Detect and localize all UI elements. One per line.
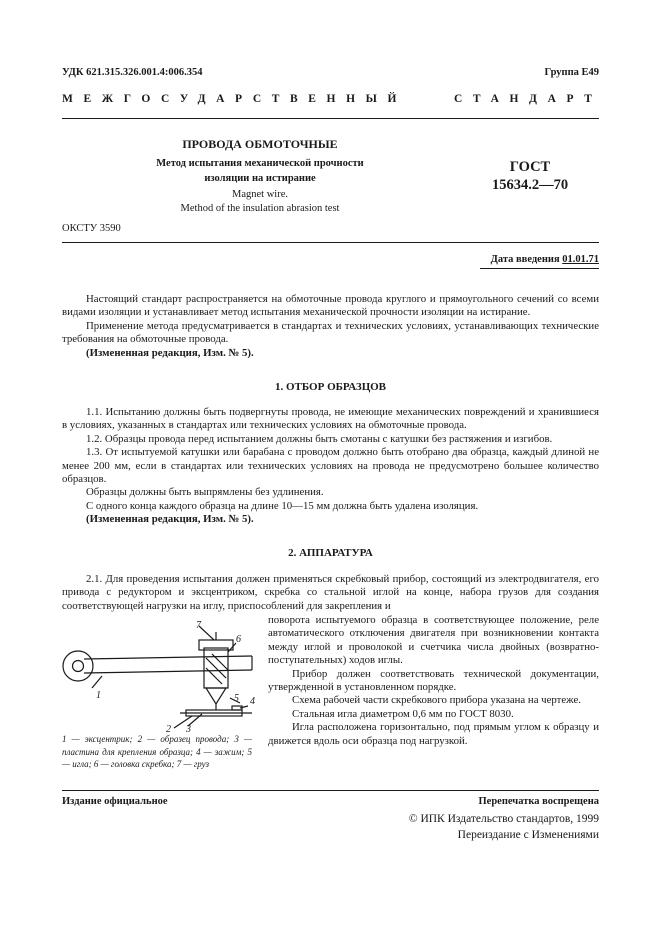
eccentric-outer [63, 651, 93, 681]
eccentric-inner [73, 661, 84, 672]
reprint-prohibited: Перепечатка воспрещена [478, 796, 599, 807]
banner-left: МЕЖГОСУДАРСТВЕННЫЙ [62, 93, 408, 105]
copyright: © ИПК Издательство стандартов, 1999 [408, 813, 599, 825]
figure-label-7: 7 [196, 620, 201, 631]
section2-paragraph-2: Прибор должен соответствовать технической документации, утвержденной в установленном порядке. [268, 667, 599, 694]
official-edition: Издание официальное [62, 796, 168, 807]
figure-caption: 1 — эксцентрик; 2 — образец провода; 3 — пластина для крепления образца; 4 — зажим; 5 — игла; 6 — головка скребка; 7 — груз [62, 734, 252, 769]
figure-label-1: 1 [96, 690, 101, 701]
english-title-line2: Method of the insulation abrasion test [180, 203, 340, 214]
english-title-line1: Magnet wire. [232, 189, 288, 200]
figure-label-4: 4 [250, 696, 255, 707]
subtitle-line2: изоляции на истирание [204, 173, 316, 184]
subtitle-line1: Метод испытания механической прочности [156, 158, 364, 169]
section2-paragraph-3: Схема рабочей части скребкового прибора указана на чертеже. [292, 694, 581, 707]
section2-paragraph-1-start: 2.1. Для проведения испытания должен применяться скребковый прибор, состоящий из электродвигателя, его привода с редуктором и эксцентриком, скребка со стальной иглой на конце, набора грузов для создания соответствующей нагрузки на иглу, приспособлений для закрепления и [62, 573, 599, 612]
section1-heading: 1. ОТБОР ОБРАЗЦОВ [274, 381, 387, 393]
intro-block [62, 293, 599, 360]
intro-paragraph-1: Настоящий стандарт распространяется на обмоточные провода круглого и прямоугольного сечений со всеми видами изоляции и устанавливает метод испытания механической прочности изоляции на истирание. [62, 293, 599, 319]
page-title: ПРОВОДА ОБМОТОЧНЫЕ [182, 137, 338, 151]
header-rule [62, 118, 599, 119]
banner-right: СТАНДАРТ [454, 93, 603, 105]
reissue-note: Переиздание с Изменениями [457, 829, 599, 841]
needle [206, 688, 226, 704]
intro-date [491, 254, 599, 265]
section2-right-column [268, 614, 599, 748]
footer-rule [62, 790, 599, 791]
gost-label: ГОСТ [509, 159, 551, 175]
section1-paragraph-1: 1.1. Испытанию должны быть подвергнуты провода, не имеющие механических повреждений и хранившиеся в условиях, указанных в стандартах или технических условиях на обмоточные провода. [62, 406, 599, 432]
okstu-code: ОКСТУ 3590 [62, 223, 121, 234]
scraper-diagram [62, 618, 257, 733]
arm-top-line [84, 656, 252, 659]
figure-label-3: 3 [186, 724, 191, 733]
section1-paragraph-5: С одного конца каждого образца на длине 10—15 мм должна быть удалена изоляция. [86, 499, 479, 512]
section2-paragraph-1 [62, 573, 599, 613]
title-rule [62, 242, 599, 243]
section2-heading: 2. АППАРАТУРА [288, 547, 373, 559]
section1-paragraph-3: 1.3. От испытуемой катушки или барабана с проводом должно быть отобрано два образца, каждый длиной не менее 200 мм, если в стандартах или технических условиях на провода не предусмотрено большее количество образцов. [62, 446, 599, 486]
figure-label-5: 5 [234, 693, 239, 704]
gost-number: 15634.2—70 [491, 177, 569, 193]
section1-amendment: (Измененная редакция, Изм. № 5). [86, 513, 254, 526]
figure-drawing [62, 618, 257, 733]
intro-amendment: (Измененная редакция, Изм. № 5). [86, 346, 254, 359]
udk-code: УДК 621.315.326.001.4:006.354 [62, 67, 203, 78]
section2-paragraph-5: Игла расположена горизонтально, под прямым углом к образцу и движется вдоль оси образца под нагрузкой. [268, 721, 599, 747]
group-code: Группа Е49 [544, 67, 599, 78]
section1-paragraph-2: 1.2. Образцы провода перед испытанием должны быть смотаны с катушки без растяжения и изгибов. [86, 432, 553, 445]
section2-paragraph-1-cont: поворота испытуемого образца в соответствующее положение, реле автоматического отключения двигателя при возникновении контакта между иглой и проволокой и счетчика числа двойных (возвратно-поступательных) ходов иглы. [268, 614, 599, 667]
section2-paragraph-4: Стальная игла диаметром 0,6 мм по ГОСТ 8030. [292, 707, 514, 720]
arm-bottom-line [84, 670, 252, 673]
intro-paragraph-2: Применение метода предусматривается в стандартах и технических условиях, устанавливающих технические требования на обмоточные провода. [62, 319, 599, 346]
figure-label-2: 2 [166, 724, 171, 733]
intro-date-label: Дата введения [490, 254, 560, 265]
intro-date-value: 01.01.71 [562, 254, 599, 265]
section1-block [62, 406, 599, 527]
section1-paragraph-4: Образцы должны быть выпрямлены без удлинения. [86, 486, 324, 499]
date-underline [480, 268, 599, 269]
figure-label-6: 6 [236, 634, 241, 645]
